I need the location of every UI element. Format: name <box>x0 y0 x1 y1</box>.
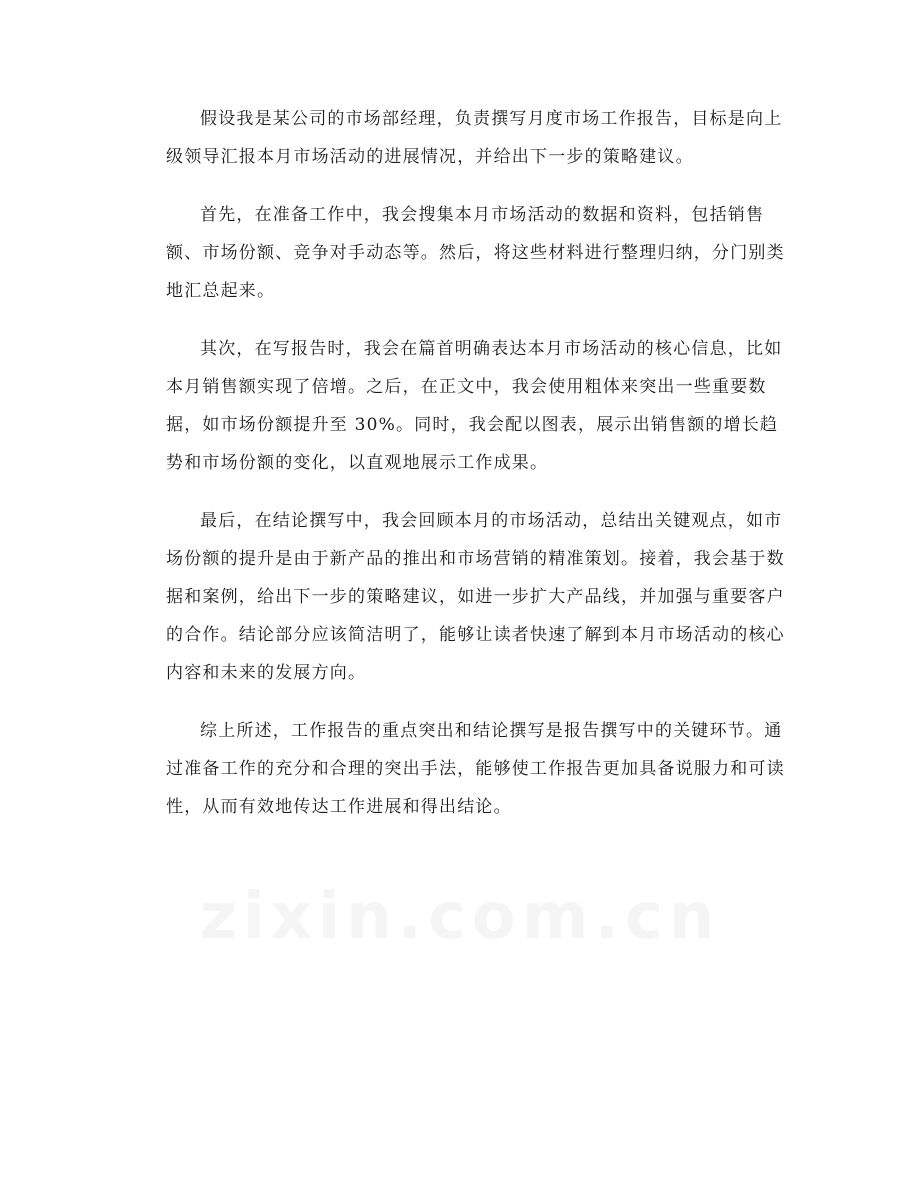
paragraph-preparation: 首先，在准备工作中，我会搜集本月市场活动的数据和资料，包括销售额、市场份额、竞争对手动态等。然后，将这些材料进行整理归纳，分门别类地汇总起来。 <box>166 205 785 301</box>
paragraph-intro: 假设我是某公司的市场部经理，负责撰写月度市场工作报告，目标是向上级领导汇报本月市场活动的进展情况，并给出下一步的策略建议。 <box>166 109 783 167</box>
document-body <box>166 100 788 846</box>
watermark-logo <box>0 880 920 954</box>
paragraph-conclusion: 最后，在结论撰写中，我会回顾本月的市场活动，总结出关键观点，如市场份额的提升是由于新产品的推出和市场营销的精准策划。接着，我会基于数据和案例，给出下一步的策略建议，如进一步扩大产品线，并加强与重要客户的合作。结论部分应该简洁明了，能够让读者快速了解到本月市场活动的核心内容和未来的发展方向。 <box>166 511 785 683</box>
paragraph-writing: 其次，在写报告时，我会在篇首明确表达本月市场活动的核心信息，比如本月销售额实现了倍增。之后，在正文中，我会使用粗体来突出一些重要数据，如市场份额提升至 30%。同时，我会配以图表，展示出销售额的增长趋势和市场份额的变化，以直观地展示工作成果。 <box>166 339 783 473</box>
paragraph-summary: 综上所述，工作报告的重点突出和结论撰写是报告撰写中的关键环节。通过准备工作的充分和合理的突出手法，能够使工作报告更加具备说服力和可读性，从而有效地传达工作进展和得出结论。 <box>166 721 785 817</box>
